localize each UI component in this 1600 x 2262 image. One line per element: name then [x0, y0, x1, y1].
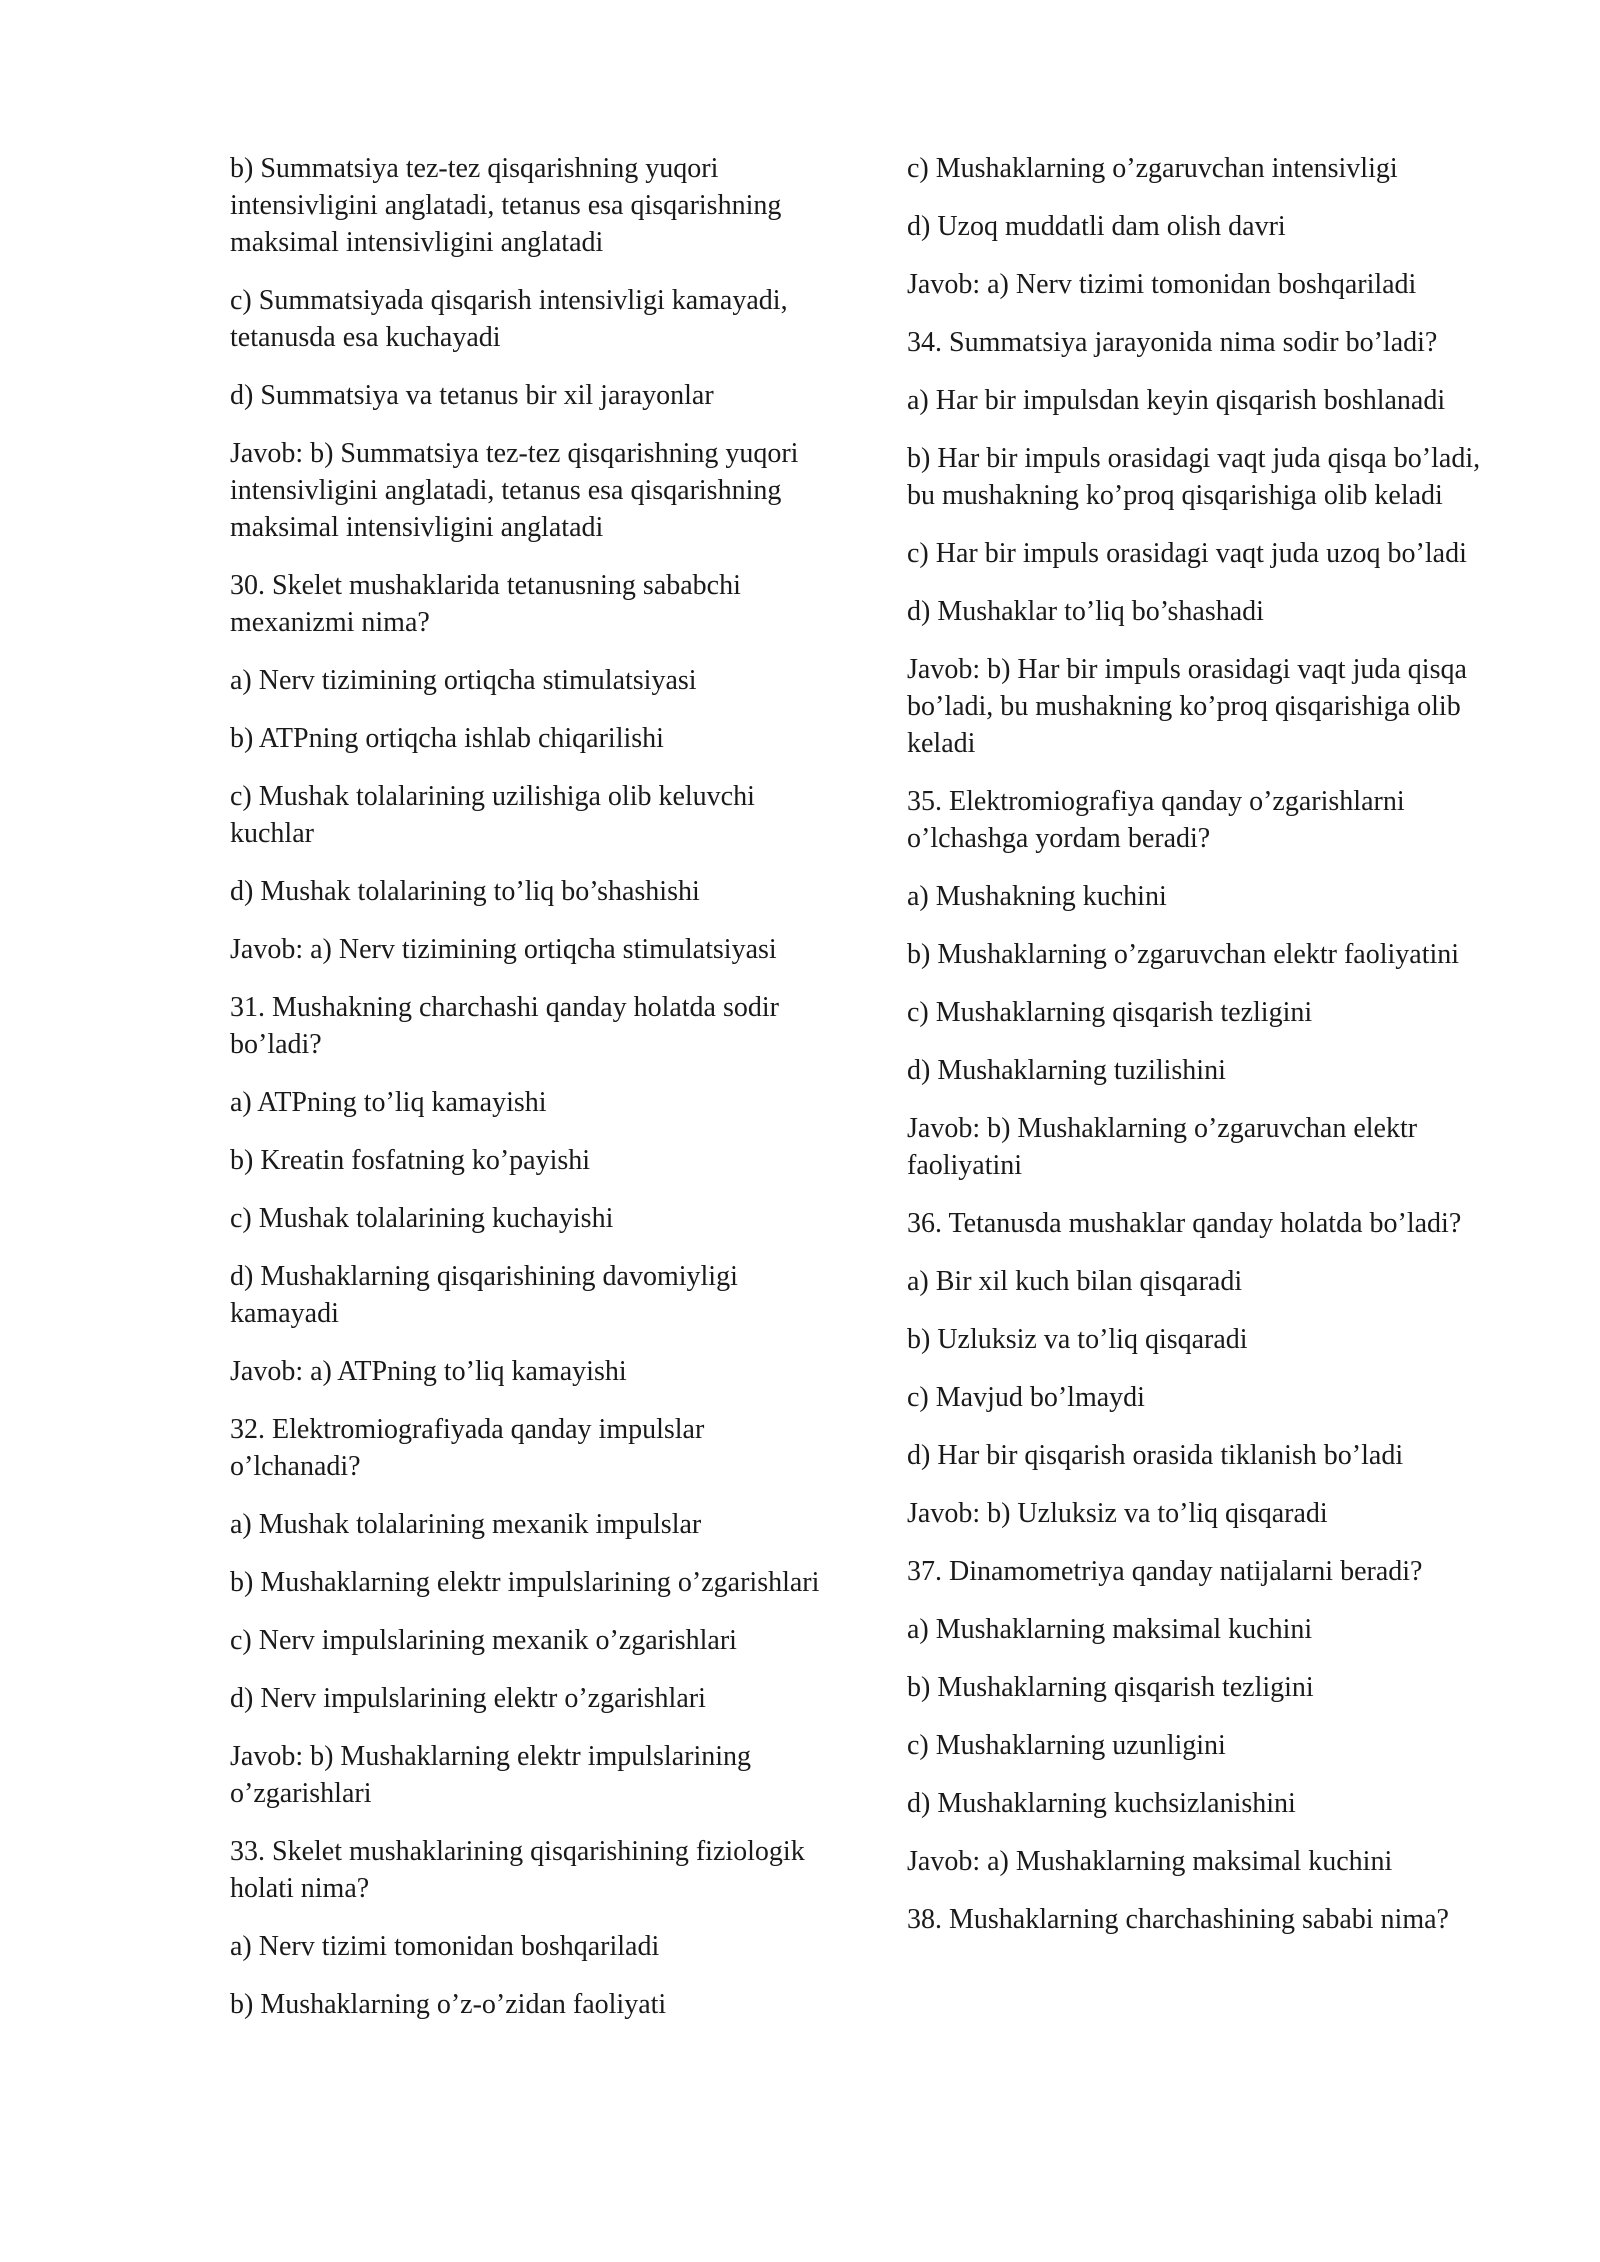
paragraph: b) Mushaklarning o’zgaruvchan elektr faoliyatini — [907, 939, 1460, 970]
paragraph: 35. Elektromiografiya qanday o’zgarishlarni o’lchashga yordam beradi? — [907, 786, 1405, 854]
paragraph: d) Mushak tolalarining to’liq bo’shashishi — [230, 876, 700, 907]
paragraph: c) Har bir impuls orasidagi vaqt juda uzoq bo’ladi — [907, 538, 1467, 569]
paragraph: Javob: a) Mushaklarning maksimal kuchini — [907, 1846, 1393, 1877]
paragraph: 37. Dinamometriya qanday natijalarni beradi? — [907, 1556, 1423, 1587]
paragraph: b) Mushaklarning elektr impulslarining o’zgarishlari — [230, 1567, 820, 1598]
paragraph: 38. Mushaklarning charchashining sababi nima? — [907, 1904, 1449, 1935]
right-text-column — [907, 150, 1507, 1959]
paragraph: a) ATPning to’liq kamayishi — [230, 1087, 547, 1118]
paragraph: b) ATPning ortiqcha ishlab chiqarilishi — [230, 723, 664, 754]
paragraph: d) Mushaklarning kuchsizlanishini — [907, 1788, 1296, 1819]
paragraph: d) Nerv impulslarining elektr o’zgarishlari — [230, 1683, 706, 1714]
paragraph: Javob: a) ATPning to’liq kamayishi — [230, 1356, 627, 1387]
paragraph: b) Uzluksiz va to’liq qisqaradi — [907, 1324, 1248, 1355]
paragraph: c) Mushak tolalarining uzilishiga olib keluvchi kuchlar — [230, 781, 755, 849]
paragraph: c) Mavjud bo’lmaydi — [907, 1382, 1145, 1413]
paragraph: c) Mushaklarning qisqarish tezligini — [907, 997, 1313, 1028]
paragraph: b) Mushaklarning qisqarish tezligini — [907, 1672, 1314, 1703]
paragraph: d) Mushaklarning qisqarishining davomiyligi kamayadi — [230, 1261, 738, 1329]
paragraph: c) Summatsiyada qisqarish intensivligi kamayadi, tetanusda esa kuchayadi — [230, 285, 788, 353]
paragraph: a) Bir xil kuch bilan qisqaradi — [907, 1266, 1243, 1297]
paragraph: a) Mushak tolalarining mexanik impulslar — [230, 1509, 702, 1540]
paragraph: d) Mushaklar to’liq bo’shashadi — [907, 596, 1264, 627]
paragraph: a) Har bir impulsdan keyin qisqarish boshlanadi — [907, 385, 1446, 416]
paragraph: 33. Skelet mushaklarining qisqarishining fiziologik holati nima? — [230, 1836, 805, 1904]
paragraph: c) Mushak tolalarining kuchayishi — [230, 1203, 614, 1234]
paragraph: 30. Skelet mushaklarida tetanusning sababchi mexanizmi nima? — [230, 570, 741, 638]
paragraph: d) Uzoq muddatli dam olish davri — [907, 211, 1286, 242]
paragraph: 36. Tetanusda mushaklar qanday holatda bo’ladi? — [907, 1208, 1462, 1239]
paragraph: Javob: b) Har bir impuls orasidagi vaqt juda qisqa bo’ladi, bu mushakning ko’proq qisqarishiga olib keladi — [907, 654, 1467, 759]
paragraph: 32. Elektromiografiyada qanday impulslar o’lchanadi? — [230, 1414, 705, 1482]
paragraph: b) Mushaklarning o’z-o’zidan faoliyati — [230, 1989, 667, 2020]
paragraph: c) Nerv impulslarining mexanik o’zgarishlari — [230, 1625, 737, 1656]
paragraph: b) Har bir impuls orasidagi vaqt juda qisqa bo’ladi, bu mushakning ko’proq qisqarishiga olib keladi — [907, 443, 1481, 511]
left-text-column — [230, 150, 830, 2044]
paragraph: c) Mushaklarning uzunligini — [907, 1730, 1226, 1761]
paragraph: d) Summatsiya va tetanus bir xil jarayonlar — [230, 380, 714, 411]
paragraph: 34. Summatsiya jarayonida nima sodir bo’ladi? — [907, 327, 1438, 358]
paragraph: c) Mushaklarning o’zgaruvchan intensivligi — [907, 153, 1398, 184]
paragraph: Javob: b) Mushaklarning elektr impulslarining o’zgarishlari — [230, 1741, 752, 1809]
paragraph: 31. Mushakning charchashi qanday holatda sodir bo’ladi? — [230, 992, 779, 1060]
paragraph: Javob: b) Mushaklarning o’zgaruvchan elektr faoliyatini — [907, 1113, 1418, 1181]
paragraph: a) Mushaklarning maksimal kuchini — [907, 1614, 1313, 1645]
paragraph: b) Kreatin fosfatning ko’payishi — [230, 1145, 591, 1176]
paragraph: a) Nerv tizimining ortiqcha stimulatsiyasi — [230, 665, 697, 696]
paragraph: a) Mushakning kuchini — [907, 881, 1167, 912]
paragraph: Javob: a) Nerv tizimi tomonidan boshqariladi — [907, 269, 1417, 300]
paragraph: b) Summatsiya tez-tez qisqarishning yuqori intensivligini anglatadi, tetanus esa qisqarishning maksimal intensivligini anglatadi — [230, 153, 782, 258]
paragraph: Javob: a) Nerv tizimining ortiqcha stimulatsiyasi — [230, 934, 777, 965]
paragraph: a) Nerv tizimi tomonidan boshqariladi — [230, 1931, 660, 1962]
paragraph: d) Har bir qisqarish orasida tiklanish bo’ladi — [907, 1440, 1404, 1471]
paragraph: Javob: b) Summatsiya tez-tez qisqarishning yuqori intensivligini anglatadi, tetanus esa qisqarishning maksimal intensivligini anglatadi — [230, 438, 799, 543]
paragraph: d) Mushaklarning tuzilishini — [907, 1055, 1226, 1086]
paragraph: Javob: b) Uzluksiz va to’liq qisqaradi — [907, 1498, 1328, 1529]
